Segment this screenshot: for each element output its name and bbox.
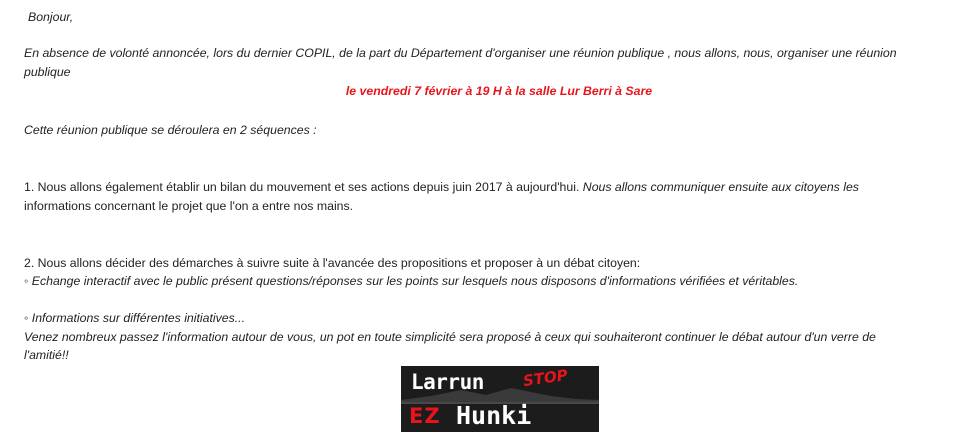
point-1-line-2: informations concernant le projet que l'on a entre nos mains. [24,199,354,213]
logo-stop: STOP [521,366,569,391]
closing-line-1: Venez nombreux passez l'information autour de vous, un pot en toute simplicité sera proposé à ceux qui souhaiteront continuer le débat autour d'un verre de [24,330,876,344]
point-1-text: 1. Nous allons également établir un bilan du mouvement et ses actions depuis juin 2017 à aujourd'hui. [24,180,580,194]
logo-word-hunki: Hunki [456,401,532,430]
point-2-line-1: 2. Nous allons décider des démarches à suivre suite à l'avancée des propositions et proposer à un débat citoyen: [24,256,641,270]
greeting: Bonjour, [28,10,74,24]
intro-line-2: publique [24,65,71,79]
event-announcement: le vendredi 7 février à 19 H à la salle Lur Berri à Sare [345,84,653,98]
point-2-bullet-2: ◦ Informations sur différentes initiatives... [24,311,246,325]
sequences-intro: Cette réunion publique se déroulera en 2 séquences : [24,123,317,137]
intro-line-1: En absence de volonté annoncée, lors du dernier COPIL, de la part du Département d'organiser une réunion publique , nous allons, nous, organiser une réunion [24,46,897,60]
point-1-line-1 [24,179,859,195]
point-2-bullet-1: ◦ Echange interactif avec le public présent questions/réponses sur les points sur lesquels nous disposons d'informations vérifiées et véritables. [24,274,799,288]
point-1-italic-text: Nous allons communiquer ensuite aux citoyens les [579,180,859,194]
larrun-ez-hunki-logo [401,366,599,432]
logo-word-larrun: Larrun [411,370,484,394]
logo-ez: EZ [409,404,441,428]
closing-line-2: l'amitié!! [24,348,69,362]
